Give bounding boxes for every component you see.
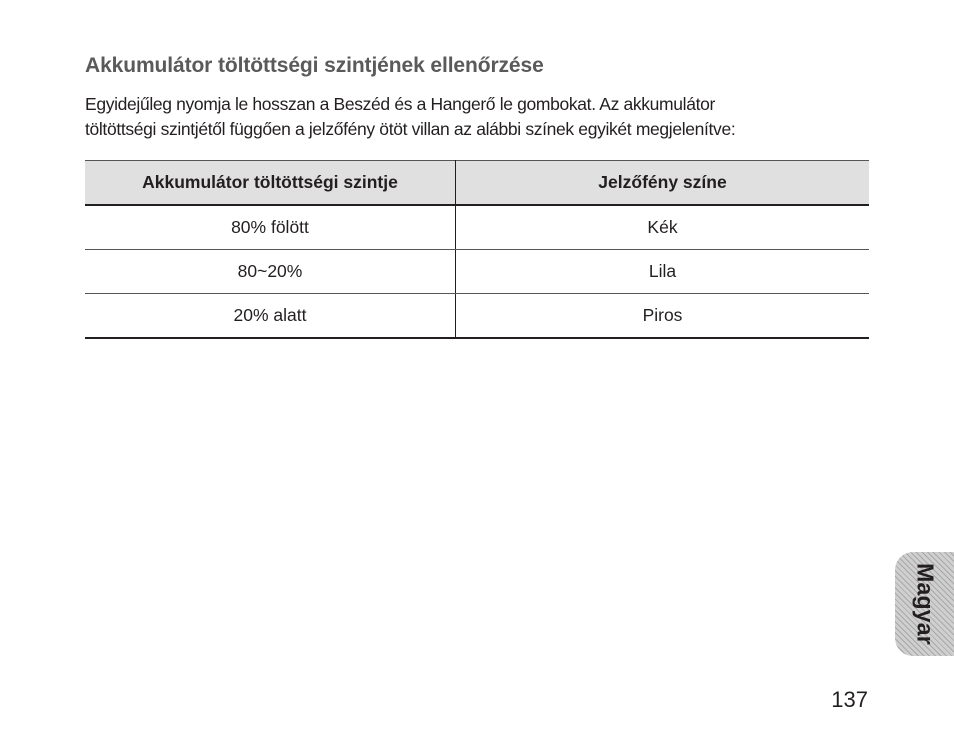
battery-level-cell: 80~20%	[85, 250, 456, 294]
table-row	[85, 294, 869, 339]
indicator-color-cell: Piros	[456, 294, 870, 339]
indicator-color-cell: Kék	[456, 205, 870, 250]
table-row	[85, 205, 869, 250]
section-heading: Akkumulátor töltöttségi szintjének ellenőrzése	[85, 54, 544, 77]
table-header-row	[85, 161, 869, 206]
language-side-tab	[895, 552, 954, 656]
battery-level-cell: 20% alatt	[85, 294, 456, 339]
intro-line: töltöttségi szintjétől függően a jelzőfény ötöt villan az alábbi színek egyikét megjelenítve:	[85, 119, 736, 139]
table-row	[85, 250, 869, 294]
intro-paragraph	[85, 92, 875, 142]
page-number: 137	[831, 687, 868, 712]
battery-level-cell: 80% fölött	[85, 205, 456, 250]
column-header-battery-level: Akkumulátor töltöttségi szintje	[85, 161, 456, 206]
column-header-indicator-color: Jelzőfény színe	[456, 161, 870, 206]
indicator-color-cell: Lila	[456, 250, 870, 294]
battery-level-table	[85, 160, 869, 339]
language-tab-label: Magyar	[912, 563, 938, 645]
intro-line: Egyidejűleg nyomja le hosszan a Beszéd és a Hangerő le gombokat. Az akkumulátor	[85, 94, 715, 114]
